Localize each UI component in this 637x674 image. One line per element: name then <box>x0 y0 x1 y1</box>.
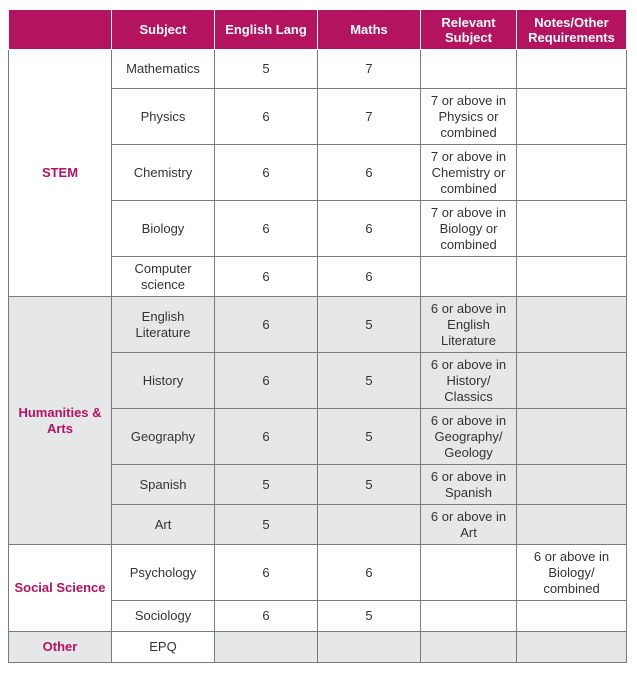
header-blank <box>9 10 112 50</box>
english-cell: 6 <box>215 545 318 601</box>
maths-cell: 5 <box>318 409 421 465</box>
subject-cell: Sociology <box>112 601 215 632</box>
header-notes: Notes/Other Requirements <box>517 10 627 50</box>
table-row <box>9 545 627 601</box>
subject-cell: Physics <box>112 89 215 145</box>
relevant-cell: 7 or above in Biology or combined <box>421 201 517 257</box>
maths-cell: 7 <box>318 89 421 145</box>
subject-cell: Chemistry <box>112 145 215 201</box>
group-humanities: Humanities & Arts <box>9 297 112 545</box>
relevant-cell: 6 or above in English Literature <box>421 297 517 353</box>
maths-cell: 6 <box>318 201 421 257</box>
subject-cell: English Literature <box>112 297 215 353</box>
english-cell: 6 <box>215 297 318 353</box>
subject-cell: Computer science <box>112 257 215 297</box>
relevant-cell <box>421 601 517 632</box>
maths-cell <box>318 632 421 663</box>
english-cell: 5 <box>215 505 318 545</box>
subject-cell: Mathematics <box>112 50 215 89</box>
maths-cell: 5 <box>318 297 421 353</box>
subject-cell: Spanish <box>112 465 215 505</box>
maths-cell: 6 <box>318 145 421 201</box>
english-cell: 6 <box>215 409 318 465</box>
table-row <box>9 297 627 353</box>
maths-cell: 5 <box>318 465 421 505</box>
relevant-cell: 7 or above in Physics or combined <box>421 89 517 145</box>
notes-cell <box>517 145 627 201</box>
english-cell <box>215 632 318 663</box>
relevant-cell: 6 or above in Art <box>421 505 517 545</box>
notes-cell <box>517 353 627 409</box>
notes-cell <box>517 297 627 353</box>
requirements-table <box>8 9 627 663</box>
maths-cell: 6 <box>318 257 421 297</box>
relevant-cell <box>421 632 517 663</box>
table-row <box>9 632 627 663</box>
notes-cell <box>517 601 627 632</box>
relevant-cell: 6 or above in Spanish <box>421 465 517 505</box>
header-subject: Subject <box>112 10 215 50</box>
subject-cell: Psychology <box>112 545 215 601</box>
english-cell: 5 <box>215 50 318 89</box>
notes-cell <box>517 465 627 505</box>
english-cell: 6 <box>215 145 318 201</box>
maths-cell <box>318 505 421 545</box>
header-relevant-subject: Relevant Subject <box>421 10 517 50</box>
subject-cell: EPQ <box>112 632 215 663</box>
english-cell: 6 <box>215 601 318 632</box>
notes-cell <box>517 409 627 465</box>
header-english-lang: English Lang <box>215 10 318 50</box>
relevant-cell <box>421 257 517 297</box>
subject-cell: History <box>112 353 215 409</box>
group-other: Other <box>9 632 112 663</box>
header-maths: Maths <box>318 10 421 50</box>
english-cell: 5 <box>215 465 318 505</box>
header-row <box>9 10 627 50</box>
english-cell: 6 <box>215 89 318 145</box>
english-cell: 6 <box>215 257 318 297</box>
maths-cell: 7 <box>318 50 421 89</box>
notes-cell <box>517 89 627 145</box>
relevant-cell <box>421 545 517 601</box>
relevant-cell <box>421 50 517 89</box>
group-social-science: Social Science <box>9 545 112 632</box>
maths-cell: 5 <box>318 353 421 409</box>
notes-cell <box>517 632 627 663</box>
subject-cell: Geography <box>112 409 215 465</box>
relevant-cell: 6 or above in Geography/ Geology <box>421 409 517 465</box>
subject-cell: Biology <box>112 201 215 257</box>
notes-cell <box>517 50 627 89</box>
notes-cell <box>517 201 627 257</box>
english-cell: 6 <box>215 353 318 409</box>
notes-cell: 6 or above in Biology/ combined <box>517 545 627 601</box>
notes-cell <box>517 505 627 545</box>
english-cell: 6 <box>215 201 318 257</box>
relevant-cell: 7 or above in Chemistry or combined <box>421 145 517 201</box>
subject-cell: Art <box>112 505 215 545</box>
maths-cell: 6 <box>318 545 421 601</box>
table-row <box>9 50 627 89</box>
maths-cell: 5 <box>318 601 421 632</box>
notes-cell <box>517 257 627 297</box>
group-stem: STEM <box>9 50 112 297</box>
relevant-cell: 6 or above in History/ Classics <box>421 353 517 409</box>
